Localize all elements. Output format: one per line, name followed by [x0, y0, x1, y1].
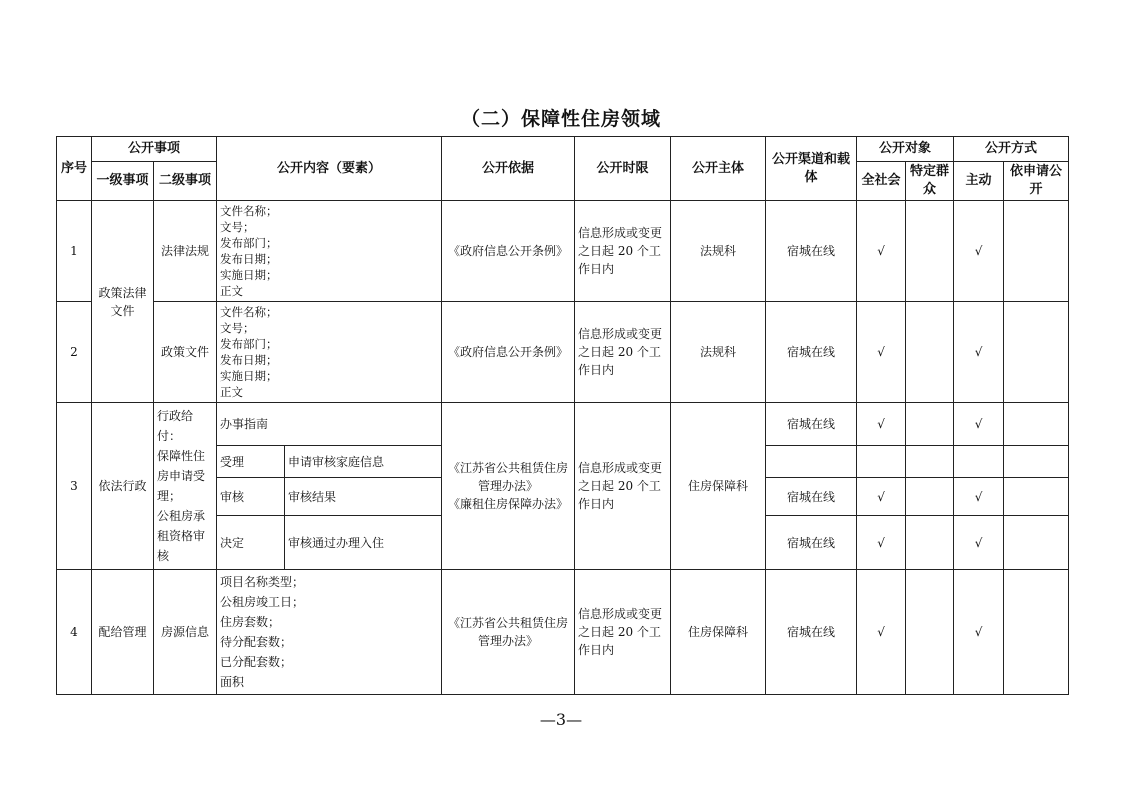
check-mark: √ [954, 403, 1004, 446]
check-mark: √ [954, 570, 1004, 695]
row-channel: 宿城在线 [766, 570, 857, 695]
table-row [57, 201, 1069, 302]
header-content: 公开内容（要素） [217, 137, 442, 201]
empty-cell [1004, 403, 1069, 446]
check-mark: √ [857, 201, 906, 302]
row-content: 办事指南 [217, 403, 442, 446]
row-level1: 配给管理 [92, 570, 154, 695]
empty-cell [906, 201, 954, 302]
header-time-limit: 公开时限 [575, 137, 671, 201]
empty-cell [1004, 201, 1069, 302]
disclosure-table [56, 136, 1069, 695]
check-mark: √ [857, 403, 906, 446]
check-mark: √ [857, 570, 906, 695]
sub-stage: 受理 [217, 446, 285, 478]
check-mark: √ [954, 478, 1004, 516]
sub-stage: 决定 [217, 516, 285, 570]
row-seq: 4 [57, 570, 92, 695]
row-time: 信息形成或变更之日起 20 个工作日内 [575, 201, 671, 302]
empty-cell [906, 570, 954, 695]
empty-cell [857, 446, 906, 478]
empty-cell [906, 302, 954, 403]
empty-cell [1004, 478, 1069, 516]
row-time: 信息形成或变更之日起 20 个工作日内 [575, 403, 671, 570]
row-channel: 宿城在线 [766, 302, 857, 403]
header-method-request: 依申请公开 [1004, 162, 1069, 201]
row-subject: 法规科 [671, 201, 766, 302]
header-method: 公开方式 [954, 137, 1069, 162]
empty-cell [906, 478, 954, 516]
row-level2: 法律法规 [154, 201, 217, 302]
sub-detail: 申请审核家庭信息 [285, 446, 442, 478]
row-basis: 《江苏省公共租赁住房管理办法》 《廉租住房保障办法》 [442, 403, 575, 570]
row-level1: 依法行政 [92, 403, 154, 570]
empty-cell [906, 516, 954, 570]
row-level2: 政策文件 [154, 302, 217, 403]
row-subject: 住房保障科 [671, 403, 766, 570]
table-row [57, 302, 1069, 403]
row-basis: 《政府信息公开条例》 [442, 201, 575, 302]
row-content: 项目名称类型； 公租房竣工日； 住房套数； 待分配套数； 已分配套数； 面积 [217, 570, 442, 695]
sub-detail: 审核通过办理入住 [285, 516, 442, 570]
header-seq: 序号 [57, 137, 92, 201]
header-items: 公开事项 [92, 137, 217, 162]
header-subject: 公开主体 [671, 137, 766, 201]
empty-cell [1004, 302, 1069, 403]
sub-detail: 审核结果 [285, 478, 442, 516]
header-target: 公开对象 [857, 137, 954, 162]
check-mark: √ [954, 302, 1004, 403]
empty-cell [1004, 446, 1069, 478]
header-target-all: 全社会 [857, 162, 906, 201]
header-method-active: 主动 [954, 162, 1004, 201]
row-content: 文件名称； 文号； 发布部门； 发布日期； 实施日期； 正文 [217, 302, 442, 403]
row-channel: 宿城在线 [766, 516, 857, 570]
row-subject: 法规科 [671, 302, 766, 403]
row-content: 文件名称； 文号； 发布部门； 发布日期； 实施日期； 正文 [217, 201, 442, 302]
table-row [57, 403, 1069, 446]
row-time: 信息形成或变更之日起 20 个工作日内 [575, 570, 671, 695]
row-basis: 《政府信息公开条例》 [442, 302, 575, 403]
header-level1: 一级事项 [92, 162, 154, 201]
empty-cell [1004, 570, 1069, 695]
empty-cell [954, 446, 1004, 478]
header-channel: 公开渠道和载体 [766, 137, 857, 201]
row-basis: 《江苏省公共租赁住房管理办法》 [442, 570, 575, 695]
check-mark: √ [857, 302, 906, 403]
empty-cell [766, 446, 857, 478]
empty-cell [906, 403, 954, 446]
row-seq: 2 [57, 302, 92, 403]
row-channel: 宿城在线 [766, 478, 857, 516]
row-channel: 宿城在线 [766, 403, 857, 446]
sub-stage: 审核 [217, 478, 285, 516]
header-basis: 公开依据 [442, 137, 575, 201]
check-mark: √ [954, 201, 1004, 302]
table-row [57, 570, 1069, 695]
row-seq: 3 [57, 403, 92, 570]
check-mark: √ [857, 516, 906, 570]
empty-cell [906, 446, 954, 478]
row-level2: 房源信息 [154, 570, 217, 695]
check-mark: √ [954, 516, 1004, 570]
row-time: 信息形成或变更之日起 20 个工作日内 [575, 302, 671, 403]
empty-cell [1004, 516, 1069, 570]
page-number: —3— [539, 710, 583, 729]
row-level2: 行政给付： 保障性住房申请受理； 公租房承租资格审核 [154, 403, 217, 570]
row-subject: 住房保障科 [671, 570, 766, 695]
row-seq: 1 [57, 201, 92, 302]
row-level1: 政策法律文件 [92, 201, 154, 403]
row-channel: 宿城在线 [766, 201, 857, 302]
header-level2: 二级事项 [154, 162, 217, 201]
header-target-group: 特定群众 [906, 162, 954, 201]
check-mark: √ [857, 478, 906, 516]
section-title: （二）保障性住房领域 [460, 108, 661, 130]
